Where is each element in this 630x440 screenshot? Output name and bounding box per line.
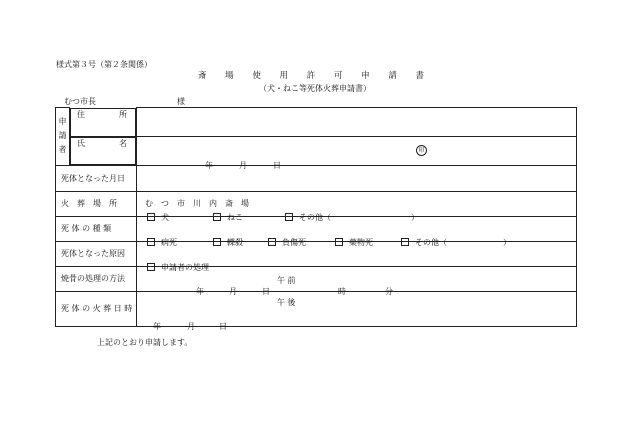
cremation-month: 月 [229, 286, 237, 296]
address-row [56, 108, 577, 137]
form-number: 様式第３号（第２条関係） [56, 60, 152, 69]
cremation-datetime-label: 死 体 の 火 葬 日 時 [56, 291, 137, 326]
death-date-year: 年 [205, 160, 213, 170]
cremation-datetime-field[interactable] [137, 275, 577, 326]
death-date-row [56, 165, 577, 191]
application-month: 月 [187, 322, 195, 331]
cremation-day: 日 [262, 286, 270, 296]
name-row [56, 137, 577, 166]
cremation-year: 年 [196, 286, 204, 296]
body-type-label: 死 体 の 種 類 [56, 216, 137, 241]
death-cause-option-injury[interactable]: 負傷死 [268, 238, 306, 247]
page-subtitle: （犬・ねこ等死体火葬申請書） [259, 84, 371, 93]
closing-statement: 上記のとおり申請します。 [97, 338, 193, 347]
checkbox-icon[interactable] [147, 238, 155, 246]
death-cause-option-roadkill[interactable]: 轢殺 [213, 238, 243, 247]
cremation-am: 午 前 [277, 275, 296, 285]
cremation-place-label: 火 葬 場 所 [56, 191, 137, 216]
cremation-minute: 分 [385, 286, 393, 296]
checkbox-icon[interactable] [285, 213, 293, 221]
cremation-place-value: む つ 市 川 内 斎 場 [137, 191, 577, 216]
remains-option-applicant[interactable]: 申請者の処理 [147, 263, 209, 272]
remains-handling-row [56, 266, 577, 291]
checkbox-icon[interactable] [213, 238, 221, 246]
seal-icon: 印 [416, 145, 427, 156]
name-label: 氏 名 [70, 137, 136, 165]
checkbox-icon[interactable] [213, 213, 221, 221]
cremation-pm: 午 後 [277, 297, 296, 307]
cremation-hour: 時 [338, 286, 346, 296]
application-day: 日 [219, 322, 227, 331]
death-cause-option-other[interactable]: その他（ ） [401, 238, 511, 247]
body-type-option-cat[interactable]: ねこ [213, 213, 243, 222]
remains-handling-label: 焼骨の処理の方法 [56, 266, 137, 291]
cremation-datetime-row [56, 291, 577, 326]
application-form-table [55, 107, 577, 327]
addressee: むつ市長 [64, 97, 96, 106]
page-title: 斎 場 使 用 許 可 申 請 書 [197, 71, 433, 81]
death-cause-option-poison[interactable]: 薬物死 [335, 238, 373, 247]
death-cause-label: 死体となった原因 [56, 241, 137, 266]
death-date-month: 月 [239, 160, 247, 170]
checkbox-icon[interactable] [401, 238, 409, 246]
applicant-group-label: 申 請 者 [56, 108, 70, 166]
death-date-label: 死体となった月日 [56, 165, 137, 191]
death-date-day: 日 [273, 160, 281, 170]
death-date-field[interactable] [137, 160, 577, 191]
address-field[interactable] [137, 108, 577, 137]
checkbox-icon[interactable] [147, 263, 155, 271]
application-year: 年 [153, 322, 161, 331]
death-cause-row [56, 241, 577, 266]
death-cause-option-illness[interactable]: 病死 [147, 238, 177, 247]
address-label: 住 所 [70, 108, 136, 137]
checkbox-icon[interactable] [147, 213, 155, 221]
checkbox-icon[interactable] [335, 238, 343, 246]
body-type-option-dog[interactable]: 犬 [147, 213, 169, 222]
checkbox-icon[interactable] [268, 238, 276, 246]
honorific: 様 [177, 97, 185, 106]
name-field[interactable] [137, 137, 577, 166]
body-type-option-other[interactable]: その他（ ） [285, 213, 419, 222]
